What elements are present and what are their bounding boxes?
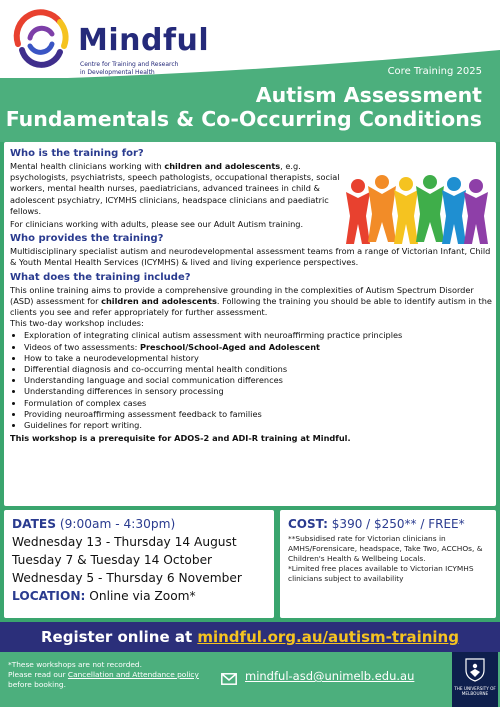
list-item — [24, 342, 492, 353]
list-item — [24, 386, 492, 397]
includes-text-a: This online training aims to provide a comprehensive grounding in the complexities of Autism Spectrum Disorder (ASD) assessment for — [10, 284, 474, 306]
figure-blue — [442, 177, 466, 244]
list-item — [24, 409, 492, 420]
who-for-bold: children and adolescents — [164, 161, 281, 171]
dates-card — [4, 510, 274, 618]
who-for-text — [10, 161, 348, 217]
mail-icon — [221, 673, 237, 685]
list-item-text: Videos of two assessments: — [24, 341, 140, 352]
includes-text-bold: children and adolescents — [101, 295, 217, 306]
footer-note-suffix: before booking. — [8, 680, 66, 689]
page-title — [2, 83, 482, 131]
dates-content — [12, 515, 242, 605]
brand-subtitle-line2: in Developmental Health — [80, 69, 155, 76]
university-crest-icon — [465, 658, 485, 682]
footer-note-recorded: *These workshops are not recorded. — [8, 660, 142, 669]
list-item — [24, 420, 492, 431]
date-row: Wednesday 13 - Thursday 14 August — [12, 535, 237, 549]
adults-note: For clinicians working with adults, please see our Adult Autism training. — [10, 219, 304, 230]
who-for-intro: Mental health clinicians working with — [10, 161, 165, 171]
list-item-text: How to take a neurodevelopmental history — [24, 352, 199, 363]
people-figures-illustration — [344, 172, 490, 248]
eyebrow-text: Core Training 2025 — [387, 66, 482, 77]
cost-card — [280, 510, 496, 618]
list-item-bold: Preschool/School-Aged and Adolescent — [139, 341, 320, 352]
brand-name: Mindful — [78, 23, 210, 58]
cost-content — [288, 516, 492, 584]
figure-yellow — [394, 177, 418, 244]
university-name — [452, 686, 498, 696]
dates-time: (9:00am - 4:30pm) — [56, 517, 176, 531]
cost-value: $390 / $250** / FREE* — [327, 517, 465, 531]
cost-label: COST: — [288, 517, 328, 531]
topics-list — [22, 330, 492, 431]
location-value: Online via Zoom* — [85, 589, 196, 603]
list-item-text: Formulation of complex cases — [24, 397, 147, 408]
cost-heading — [288, 516, 492, 533]
email-link[interactable]: mindful-asd@unimelb.edu.au — [245, 669, 415, 683]
register-link[interactable]: mindful.org.au/autism-training — [197, 628, 459, 646]
list-item-text: Understanding differences in sensory processing — [24, 386, 224, 397]
figure-green — [416, 175, 444, 242]
register-text: Register online at — [41, 628, 198, 646]
brand-subtitle-line1: Centre for Training and Research — [80, 61, 179, 68]
list-item — [24, 364, 492, 375]
policy-link[interactable]: Cancellation and Attendance policy — [67, 670, 199, 679]
university-logo — [452, 652, 498, 707]
list-item-text: Understanding language and social communication differences — [24, 375, 283, 386]
list-item — [24, 353, 492, 364]
figure-orange — [368, 175, 396, 242]
providers-heading: Who provides the training? — [10, 233, 164, 245]
prerequisite-note: This workshop is a prerequisite for ADOS-2 and ADI-R training at Mindful. — [10, 433, 351, 444]
list-item — [24, 375, 492, 386]
list-item-text: Guidelines for report writing. — [24, 420, 142, 431]
figure-red — [346, 179, 370, 244]
includes-text-b: . Following the training you should be able to identify autism in the clients you see and refer appropriately for further assessment. — [10, 295, 492, 318]
location-line — [12, 587, 242, 605]
footer-note-policy — [8, 670, 218, 690]
register-banner — [0, 622, 500, 652]
date-row: Tuesday 7 & Tuesday 14 October — [12, 553, 213, 567]
date-row: Wednesday 5 - Thursday 6 November — [12, 571, 242, 585]
dates-label: DATES — [12, 517, 57, 531]
page-title-line1: Autism Assessment — [255, 83, 482, 107]
includes-heading: What does the training include? — [10, 271, 191, 283]
info-card — [4, 142, 496, 506]
list-item-text: Differential diagnosis and co-occurring mental health conditions — [24, 364, 288, 375]
list-item-text: Exploration of integrating clinical autism assessment with neuroaffirming practice principles — [24, 330, 403, 341]
dates-heading — [12, 515, 242, 533]
includes-text — [10, 285, 492, 319]
workshop-intro: This two-day workshop includes: — [10, 318, 144, 329]
list-item-text: Providing neuroaffirming assessment feedback to families — [24, 408, 262, 419]
location-label: LOCATION: — [12, 589, 86, 603]
footer-note — [8, 660, 218, 690]
page-title-line2: Fundamentals & Co-Occurring Conditions — [5, 107, 482, 131]
list-item — [24, 398, 492, 409]
footer — [0, 652, 500, 707]
who-for-heading: Who is the training for? — [10, 148, 144, 159]
footer-note-prefix: Please read our — [8, 670, 68, 679]
cost-note-subsidised: **Subsidised rate for Victorian clinicians in AMHS/Forensicare, headspace, Take Two, ACCHOs, & Children's Health & Wellbeing Locals. — [288, 534, 483, 563]
cost-note-free: *Limited free places available to Victorian ICYMHS clinicians subject to availability — [288, 564, 474, 583]
figure-purple — [464, 179, 488, 244]
university-line2: MELBOURNE — [461, 691, 489, 696]
list-item — [24, 330, 492, 341]
who-for-rest: , e.g. psychologists, psychiatrists, speech pathologists, occupational therapists, social workers, mental health nurses, paediatricians, advanced trainees in child & adolescent psychiatry, ICYMHS clinicians, headspace clinicians and paediatric fellows. — [10, 161, 340, 216]
providers-text: Multidisciplinary specialist autism and neurodevelopmental assessment teams from a range of Victorian Infant, Child & Youth Mental Health Services (ICYMHS) & lived and living experience perspectives. — [10, 246, 491, 268]
university-line1: THE UNIVERSITY OF — [454, 686, 496, 691]
